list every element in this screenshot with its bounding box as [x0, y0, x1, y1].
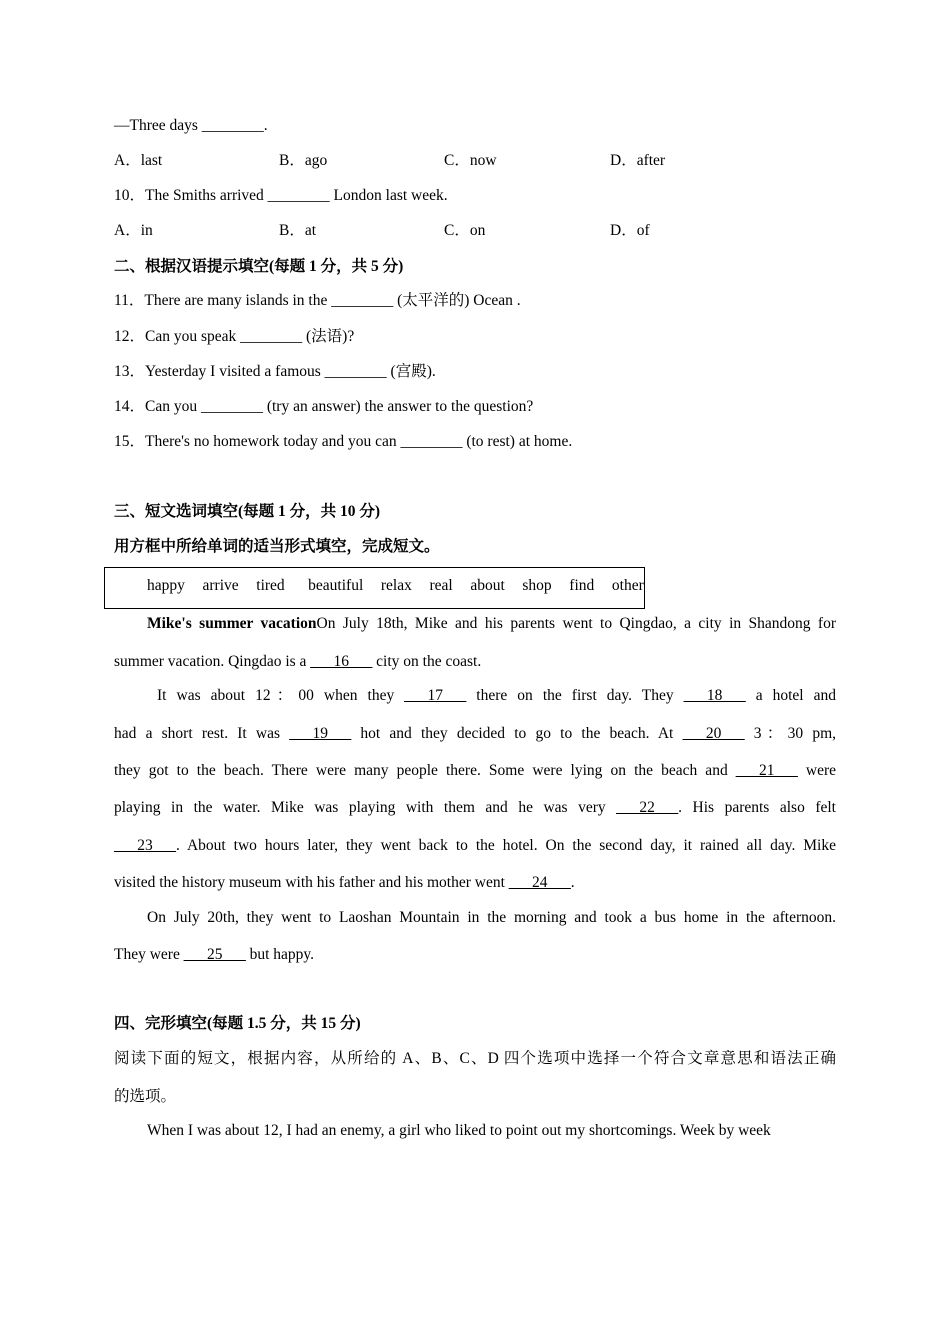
- q15: 15．There's no homework today and you can ________ (to rest) at home.: [114, 433, 573, 450]
- q9-answer-line: —Three days ________.: [114, 117, 268, 134]
- passage-line-1: Mike's summer vacationOn July 18th, Mike and his parents went to Qingdao, a city in Shandong for: [147, 615, 836, 632]
- passage-line-10: They were ___25___ but happy.: [114, 946, 315, 963]
- blank-21[interactable]: ___21___: [735, 762, 798, 779]
- passage-line-2: summer vacation. Qingdao is a ___16___ city on the coast.: [114, 653, 482, 670]
- passage-line-6: playing in the water. Mike was playing with them and he was very ___22___. His parents also felt: [114, 799, 836, 816]
- passage-line-3: It was about 12：00 when they ___17___ there on the first day. They ___18___ a hotel and: [157, 687, 836, 704]
- q10-option-d: D．of: [610, 222, 650, 239]
- q11: 11．There are many islands in the ________ (太平洋的) Ocean .: [114, 292, 521, 309]
- blank-23[interactable]: ___23___: [114, 837, 176, 854]
- passage-line-7: ___23___. About two hours later, they went back to the hotel. On the second day, it rained all day. Mike: [114, 837, 836, 854]
- section4-instruction-line-2: 的选项。: [114, 1088, 177, 1105]
- passage-line-9: On July 20th, they went to Laoshan Mountain in the morning and took a bus home in the afternoon.: [147, 909, 836, 926]
- section3-heading: 三、短文选词填空(每题 1 分，共 10 分): [114, 503, 381, 520]
- blank-25[interactable]: ___25___: [183, 946, 246, 963]
- blank-19[interactable]: ___19___: [289, 725, 352, 742]
- section4-instruction-line-1: 阅读下面的短文，根据内容，从所给的 A、B、C、D 四个选项中选择一个符合文章意思和语法正确: [114, 1050, 836, 1067]
- q10-option-a: A．in: [114, 222, 153, 239]
- section2-heading: 二、根据汉语提示填空(每题 1 分，共 5 分): [114, 258, 404, 275]
- section4-heading: 四、完形填空(每题 1.5 分，共 15 分): [114, 1015, 361, 1032]
- passage-line-4: had a short rest. It was ___19___ hot and they decided to go to the beach. At ___20___ 3：30 pm,: [114, 725, 836, 742]
- blank-17[interactable]: ___17___: [404, 687, 467, 704]
- passage-line-5: they got to the beach. There were many people there. Some were lying on the beach and ___21___ were: [114, 762, 837, 779]
- passage-line-8: visited the history museum with his father and his mother went ___24___.: [114, 874, 575, 891]
- q12: 12．Can you speak ________ (法语)?: [114, 328, 355, 345]
- q14: 14．Can you ________ (try an answer) the answer to the question?: [114, 398, 534, 415]
- blank-16[interactable]: ___16___: [310, 653, 373, 670]
- q10-stem: 10．The Smiths arrived ________ London last week.: [114, 187, 448, 204]
- blank-24[interactable]: ___24___: [508, 874, 571, 891]
- q10-option-c: C．on: [444, 222, 486, 239]
- blank-20[interactable]: ___20___: [682, 725, 745, 742]
- section3-instruction: 用方框中所给单词的适当形式填空，完成短文。: [114, 538, 440, 555]
- blank-22[interactable]: ___22___: [616, 799, 679, 816]
- q10-option-b: B．at: [279, 222, 317, 239]
- q9-option-b: B．ago: [279, 152, 328, 169]
- blank-18[interactable]: ___18___: [683, 687, 746, 704]
- passage-title: Mike's summer vacation: [147, 615, 317, 632]
- q13: 13．Yesterday I visited a famous ________ (宫殿).: [114, 363, 436, 380]
- word-box-words: happy arrive tired beautiful relax real about shop find other: [147, 577, 644, 594]
- q9-option-d: D．after: [610, 152, 666, 169]
- q9-option-c: C．now: [444, 152, 497, 169]
- q9-option-a: A．last: [114, 152, 163, 169]
- cloze-passage-line-1: When I was about 12, I had an enemy, a girl who liked to point out my shortcomings. Week by week: [147, 1122, 771, 1139]
